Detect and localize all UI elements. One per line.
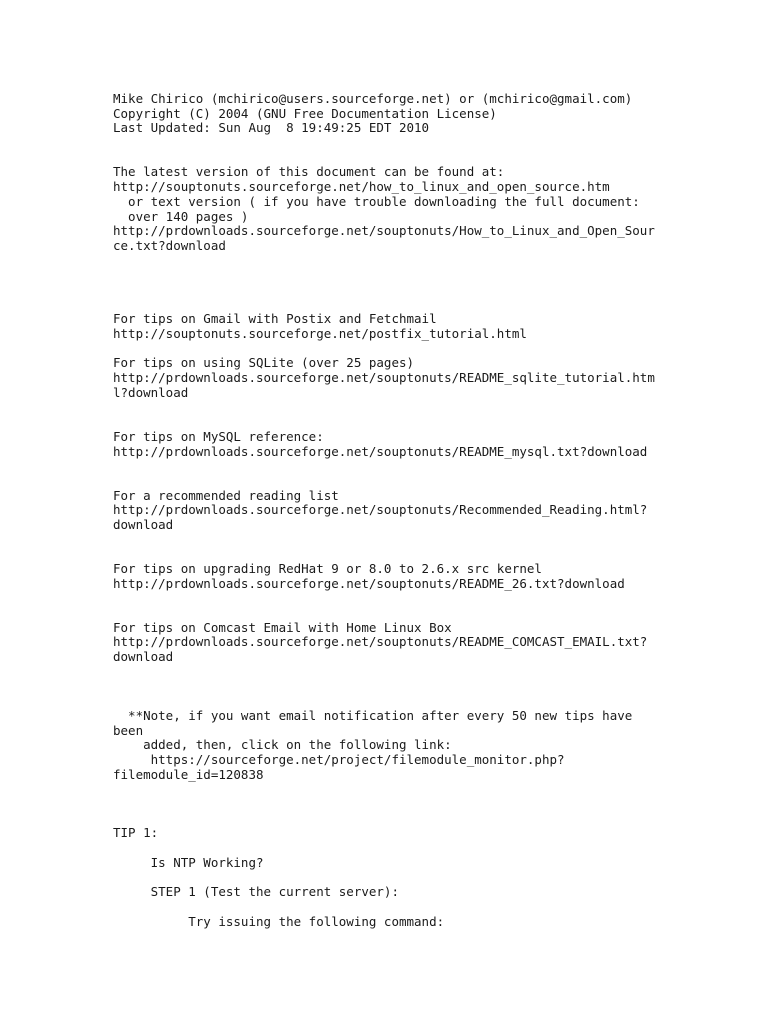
text-line [113, 283, 733, 298]
link-line[interactable]: l?download [113, 384, 189, 400]
text-line: For tips on using SQLite (over 25 pages) [113, 355, 415, 371]
text-line [113, 415, 733, 430]
text-line [113, 254, 733, 269]
text-line [113, 841, 733, 856]
text-line [113, 459, 733, 474]
link-line[interactable]: http://prdownloads.sourceforge.net/souptonuts/Recommended_Reading.html? [113, 502, 648, 518]
step-heading: STEP 1 (Test the current server): [113, 884, 399, 900]
text-line [113, 400, 733, 415]
link-line[interactable]: download [113, 516, 174, 532]
link-line[interactable]: filemodule_id=120838 [113, 766, 264, 782]
text-line [113, 298, 733, 313]
tip-question: Is NTP Working? [113, 854, 264, 870]
link-line[interactable]: http://prdownloads.sourceforge.net/souptonuts/README_sqlite_tutorial.htm [113, 370, 655, 386]
text-line [113, 870, 733, 885]
text-line: Copyright (C) 2004 (GNU Free Documentation License) [113, 105, 497, 121]
text-line [113, 268, 733, 283]
text-line [113, 797, 733, 812]
link-line[interactable]: http://prdownloads.sourceforge.net/souptonuts/How_to_Linux_and_Open_Sour [113, 223, 655, 239]
text-line [113, 680, 733, 695]
link-line[interactable]: http://souptonuts.sourceforge.net/postfix_tutorial.html [113, 326, 527, 341]
text-line [113, 665, 733, 680]
link-line[interactable]: http://prdownloads.sourceforge.net/souptonuts/README_26.txt?download [113, 575, 625, 591]
note-line: **Note, if you want email notification after every 50 new tips have [113, 707, 633, 723]
text-line: For tips on upgrading RedHat 9 or 8.0 to 2.6.x src kernel [113, 561, 542, 576]
text-line: For tips on MySQL reference: [113, 428, 324, 444]
text-line [113, 342, 733, 357]
document-page [113, 92, 733, 929]
text-line: For tips on Gmail with Postix and Fetchmail [113, 311, 437, 327]
text-line: The latest version of this document can be found at: [113, 164, 505, 180]
text-line: over 140 pages ) [113, 208, 249, 224]
note-line: been [113, 722, 144, 738]
link-line[interactable]: http://prdownloads.sourceforge.net/souptonuts/README_mysql.txt?download [113, 443, 648, 459]
text-line [113, 474, 733, 489]
link-line[interactable]: download [113, 649, 174, 665]
text-line: or text version ( if you have trouble downloading the full document: [113, 193, 640, 209]
text-line [113, 151, 733, 166]
text-line [113, 812, 733, 827]
text-line [113, 591, 733, 606]
tip-heading: TIP 1: [113, 825, 159, 841]
text-line [113, 900, 733, 915]
text-line: Mike Chirico (mchirico@users.sourceforge.net) or (mchirico@gmail.com) [113, 91, 633, 106]
text-line: Last Updated: Sun Aug 8 19:49:25 EDT 2010 [113, 120, 430, 136]
link-line[interactable]: http://souptonuts.sourceforge.net/how_to_linux_and_open_source.htm [113, 179, 610, 195]
text-line [113, 533, 733, 548]
text-line [113, 694, 733, 709]
text-line [113, 547, 733, 562]
link-line[interactable]: ce.txt?download [113, 237, 226, 253]
note-line: added, then, click on the following link: [113, 737, 452, 753]
link-line[interactable]: http://prdownloads.sourceforge.net/souptonuts/README_COMCAST_EMAIL.txt? [113, 634, 648, 650]
text-line: For tips on Comcast Email with Home Linux Box [113, 619, 452, 635]
text-line [113, 136, 733, 151]
step-instruction: Try issuing the following command: [113, 913, 445, 929]
text-line: For a recommended reading list [113, 487, 339, 503]
text-line [113, 782, 733, 797]
text-line [113, 606, 733, 621]
link-line[interactable]: https://sourceforge.net/project/filemodule_monitor.php? [113, 751, 565, 767]
